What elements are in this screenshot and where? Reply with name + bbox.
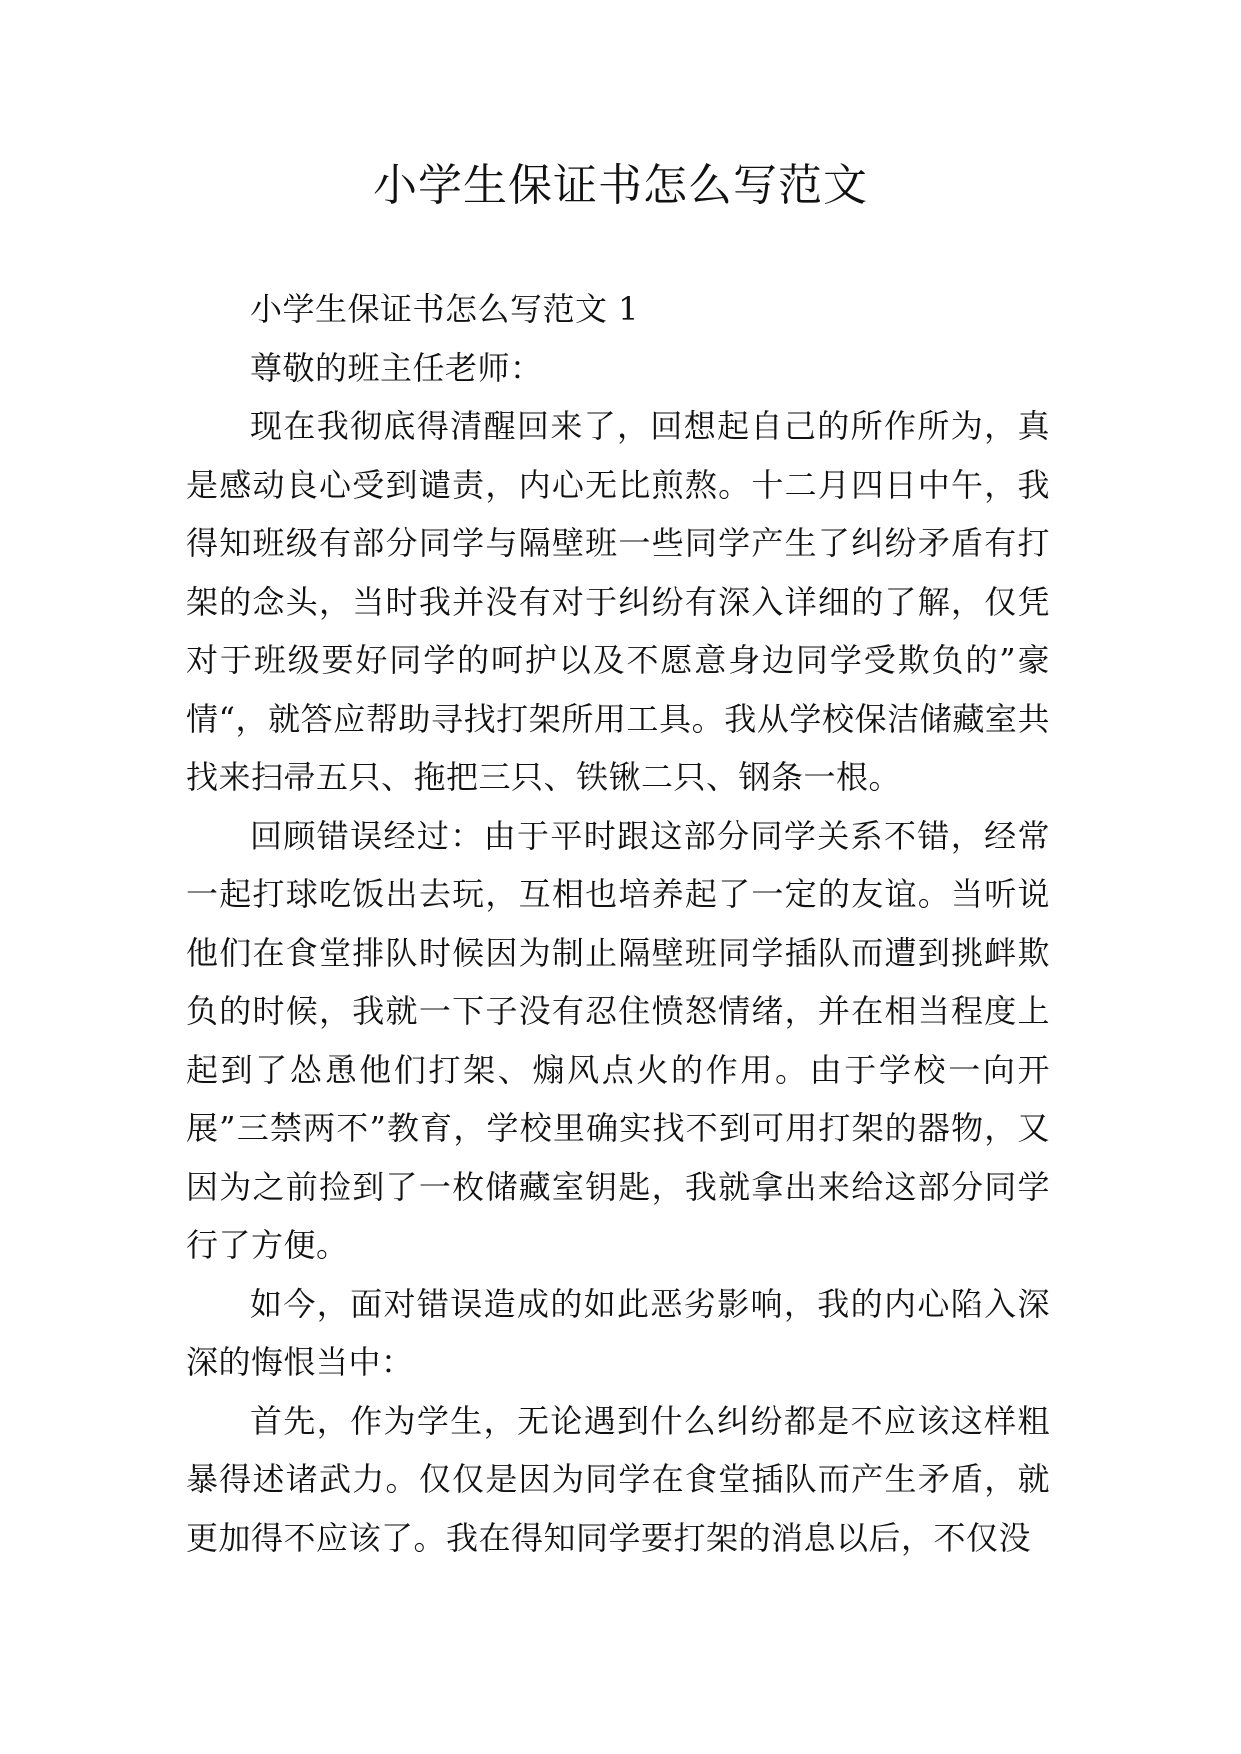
body-paragraph: 首先，作为学生，无论遇到什么纠纷都是不应该这样粗暴得述诸武力。仅仅是因为同学在食堂插队而产生矛盾，就更加得不应该了。我在得知同学要打架的消息以后，不仅没 [186,1401,1050,1557]
heading-paragraph: 小学生保证书怎么写范文 1 [250,290,640,328]
document-title: 小学生保证书怎么写范文 [373,160,868,211]
body-paragraph: 回顾错误经过：由于平时跟这部分同学关系不错，经常一起打球吃饭出去玩，互相也培养起了一定的友谊。当听说他们在食堂排队时候因为制止隔壁班同学插队而遭到挑衅欺负的时候，我就一下子没有忍住愤怒情绪，并在相当程度上起到了怂恿他们打架、煽风点火的作用。由于学校一向开展”三禁两不”教育，学校里确实找不到可用打架的器物，又因为之前捡到了一枚储藏室钥匙，我就拿出来给这部分同学行了方便。 [186,816,1050,1264]
body-paragraph: 如今，面对错误造成的如此恶劣影响，我的内心陷入深深的悔恨当中： [186,1284,1050,1381]
document-body [186,280,1050,1567]
body-paragraph: 现在我彻底得清醒回来了，回想起自己的所作所为，真是感动良心受到谴责，内心无比煎熬。十二月四日中午，我得知班级有部分同学与隔壁班一些同学产生了纠纷矛盾有打架的念头，当时我并没有对于纠纷有深入详细的了解，仅凭对于班级要好同学的呵护以及不愿意身边同学受欺负的”豪情“，就答应帮助寻找打架所用工具。我从学校保洁储藏室共找来扫帚五只、拖把三只、铁锹二只、钢条一根。 [186,407,1050,796]
salutation-paragraph: 尊敬的班主任老师： [250,348,543,387]
